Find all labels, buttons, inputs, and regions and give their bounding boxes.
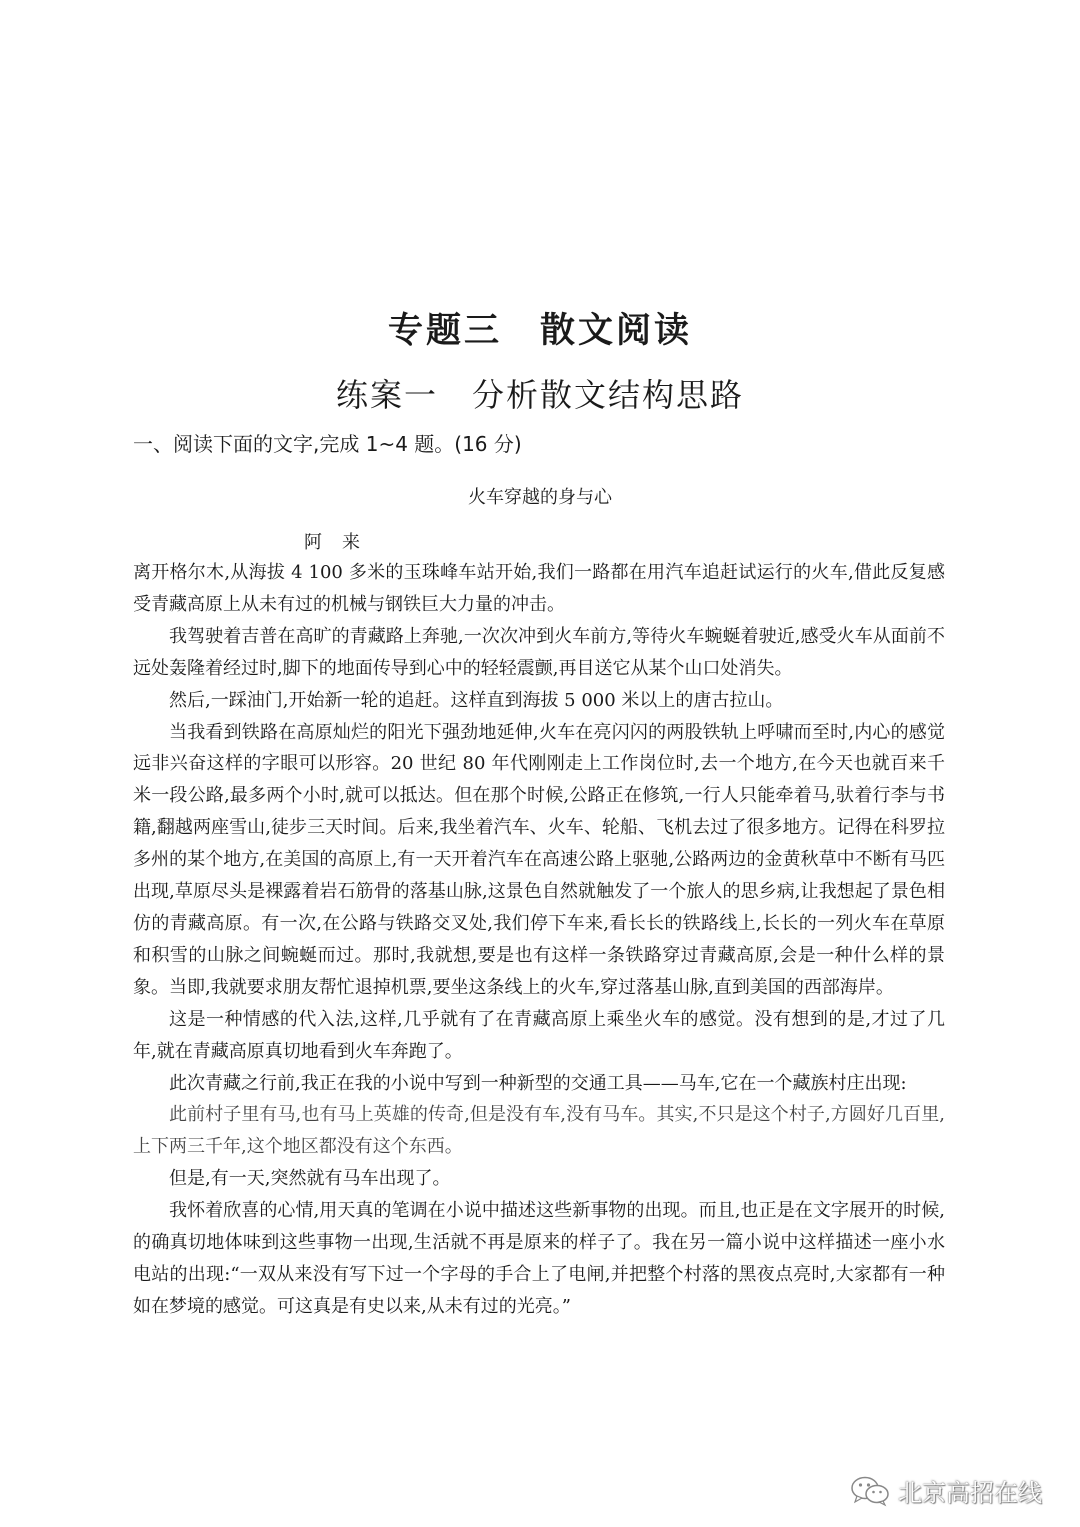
article-title: 火车穿越的身与心 (468, 487, 612, 508)
paragraph: 然后,一踩油门,开始新一轮的追赶。这样直到海拔 5 000 米以上的唐古拉山。 (169, 689, 784, 711)
paragraph: 这是一种情感的代入法,这样,几乎就有了在青藏高原上乘坐火车的感觉。没有想到的是,才过了几年,就在青藏高原真切地看到火车奔跑了。 (133, 1008, 945, 1062)
paragraph: 离开格尔木,从海拔 4 100 多米的玉珠峰车站开始,我们一路都在用汽车追赶试运行的火车,借此反复感受青藏高原上从未有过的机械与钢铁巨大力量的冲击。 (133, 562, 945, 615)
article-body (133, 557, 945, 1323)
paragraph: 此次青藏之行前,我正在我的小说中写到一种新型的交通工具——马车,它在一个藏族村庄出现: (169, 1072, 907, 1094)
quoted-paragraph: 此前村子里有马,也有马上英雄的传奇,但是没有车,没有马车。其实,不只是这个村子,方圆好几百里,上下两三千年,这个地区都没有这个东西。 (133, 1104, 945, 1158)
page-subtitle: 练案一 分析散文结构思路 (335, 376, 744, 414)
article-author: 阿来 (304, 532, 380, 553)
paragraph: 但是,有一天,突然就有马车出现了。 (169, 1168, 451, 1190)
wechat-icon (850, 1475, 890, 1507)
paragraph: 当我看到铁路在高原灿烂的阳光下强劲地延伸,火车在亮闪闪的两股铁轨上呼啸而至时,内心的感觉远非兴奋这样的字眼可以形容。20 世纪 80 年代刚刚走上工作岗位时,去一个地方,在今天也就百来千米一段公路,最多两个小时,就可以抵达。但在那个时候,公路正在修筑,一行人只能牵着马,驮着行李与书籍,翻越两座雪山,徒步三天时间。后来,我坐着汽车、火车、轮船、飞机去过了很多地方。记得在科罗拉多州的某个地方,在美国的高原上,有一天开着汽车在高速公路上驱驰,公路两边的金黄秋草中不断有马匹出现,草原尽头是裸露着岩石筋骨的落基山脉,这景色自然就触发了一个旅人的思乡病,让我想起了景色相仿的青藏高原。有一次,在公路与铁路交叉处,我们停下车来,看长长的铁路线上,长长的一列火车在草原和积雪的山脉之间蜿蜒而过。那时,我就想,要是也有这样一条铁路穿过青藏高原,会是一种什么样的景象。当即,我就要求朋友帮忙退掉机票,要坐这条线上的火车,穿过落基山脉,直到美国的西部海岸。 (133, 721, 945, 998)
paragraph: 我驾驶着吉普在高旷的青藏路上奔驰,一次次冲到火车前方,等待火车蜿蜒着驶近,感受火车从面前不远处轰隆着经过时,脚下的地面传导到心中的轻轻震颤,再目送它从某个山口处消失。 (133, 625, 945, 679)
question-instruction: 一、阅读下面的文字,完成 1~4 题。(16 分) (133, 432, 522, 456)
page-title: 专题三 散文阅读 (387, 311, 692, 351)
paragraph: 我怀着欣喜的心情,用天真的笔调在小说中描述这些新事物的出现。而且,也正是在文字展开的时候,的确真切地体味到这些事物一出现,生活就不再是原来的样子了。我在另一篇小说中这样描述一座小水电站的出现:“一双从来没有写下过一个字母的手合上了电闸,并把整个村落的黑夜点亮时,大家都有一种如在梦境的感觉。可这真是有史以来,从未有过的光亮。” (133, 1200, 945, 1317)
watermark (850, 1473, 1042, 1508)
watermark-text: 北京高招在线 (898, 1479, 1042, 1507)
